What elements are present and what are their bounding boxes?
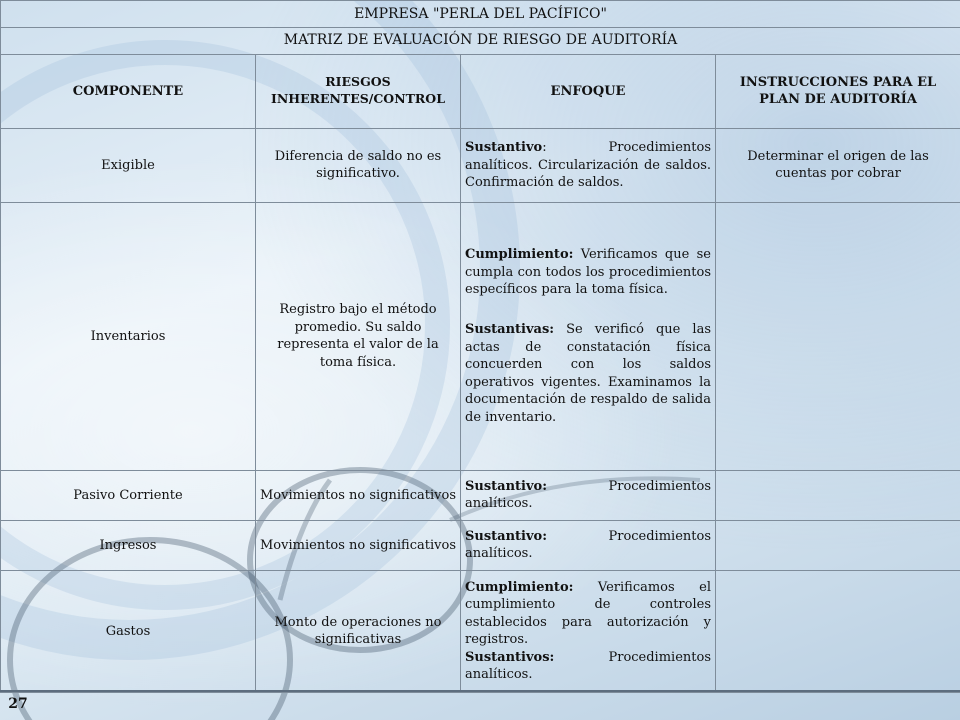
enfoque-paragraph [465, 649, 711, 684]
footer-divider [0, 690, 960, 692]
column-header-enfoque: ENFOQUE [461, 54, 716, 128]
column-header-componente: COMPONENTE [1, 54, 256, 128]
table-row [1, 520, 960, 570]
enfoque-label: Sustantivos: [465, 649, 555, 665]
enfoque-label: Sustantivo: [465, 528, 548, 544]
matrix-title: MATRIZ DE EVALUACIÓN DE RIESGO DE AUDITORÍA [1, 27, 960, 54]
cell-enfoque [461, 128, 716, 202]
cell-enfoque [461, 470, 716, 520]
page-number: 27 [8, 696, 28, 712]
enfoque-label: Sustantivo [465, 139, 543, 155]
enfoque-label: Cumplimiento: [465, 579, 574, 595]
cell-instrucciones [716, 202, 960, 470]
enfoque-text: Verificamos el cumplimiento de controles establecidos para autorización y registros. [465, 579, 711, 648]
enfoque-paragraph [465, 139, 711, 192]
cell-componente: Inventarios [1, 202, 256, 470]
title-row [1, 1, 960, 28]
enfoque-label: Sustantivas: [465, 321, 555, 337]
cell-riesgo: Monto de operaciones no significativas [256, 570, 461, 692]
enfoque-text: Se verificó que las actas de constatación física concuerden con los saldos operativos vigentes. Examinamos la documentación de respaldo de salida de inventario. [465, 321, 711, 425]
enfoque-label: Sustantivo: [465, 478, 548, 494]
enfoque-paragraph [465, 246, 711, 299]
enfoque-text: Verificamos que se cumpla con todos los procedimientos específicos para la toma física. [465, 247, 711, 298]
company-title: EMPRESA "PERLA DEL PACÍFICO" [1, 1, 960, 28]
cell-instrucciones [716, 470, 960, 520]
cell-componente: Gastos [1, 570, 256, 692]
enfoque-paragraph [465, 579, 711, 649]
table-row [1, 202, 960, 470]
table-row [1, 128, 960, 202]
column-header-instrucciones: INSTRUCCIONES PARA EL PLAN DE AUDITORÍA [716, 54, 960, 128]
cell-enfoque [461, 520, 716, 570]
enfoque-paragraph [465, 321, 711, 426]
cell-riesgo: Registro bajo el método promedio. Su saldo representa el valor de la toma física. [256, 202, 461, 470]
column-header-riesgos: RIESGOS INHERENTES/CONTROL [256, 54, 461, 128]
cell-componente: Ingresos [1, 520, 256, 570]
enfoque-label: Cumplimiento: [465, 247, 574, 263]
cell-riesgo: Movimientos no significativos [256, 520, 461, 570]
cell-instrucciones [716, 570, 960, 692]
cell-instrucciones: Determinar el origen de las cuentas por cobrar [716, 128, 960, 202]
cell-instrucciones [716, 520, 960, 570]
cell-enfoque [461, 570, 716, 692]
enfoque-paragraph [465, 478, 711, 513]
cell-componente: Exigible [1, 128, 256, 202]
table-row [1, 470, 960, 520]
enfoque-text: Procedimientos analíticos. [465, 528, 711, 562]
cell-riesgo: Movimientos no significativos [256, 470, 461, 520]
subtitle-row [1, 27, 960, 54]
enfoque-text: Procedimientos analíticos. [465, 649, 711, 683]
enfoque-text: Procedimientos analíticos. [465, 478, 711, 512]
table-row [1, 570, 960, 692]
enfoque-text: : Procedimientos analíticos. Circularización de saldos. Confirmación de saldos. [465, 139, 711, 191]
enfoque-paragraph [465, 528, 711, 563]
cell-enfoque [461, 202, 716, 470]
cell-componente: Pasivo Corriente [1, 470, 256, 520]
cell-riesgo: Diferencia de saldo no es significativo. [256, 128, 461, 202]
header-row [1, 54, 960, 128]
